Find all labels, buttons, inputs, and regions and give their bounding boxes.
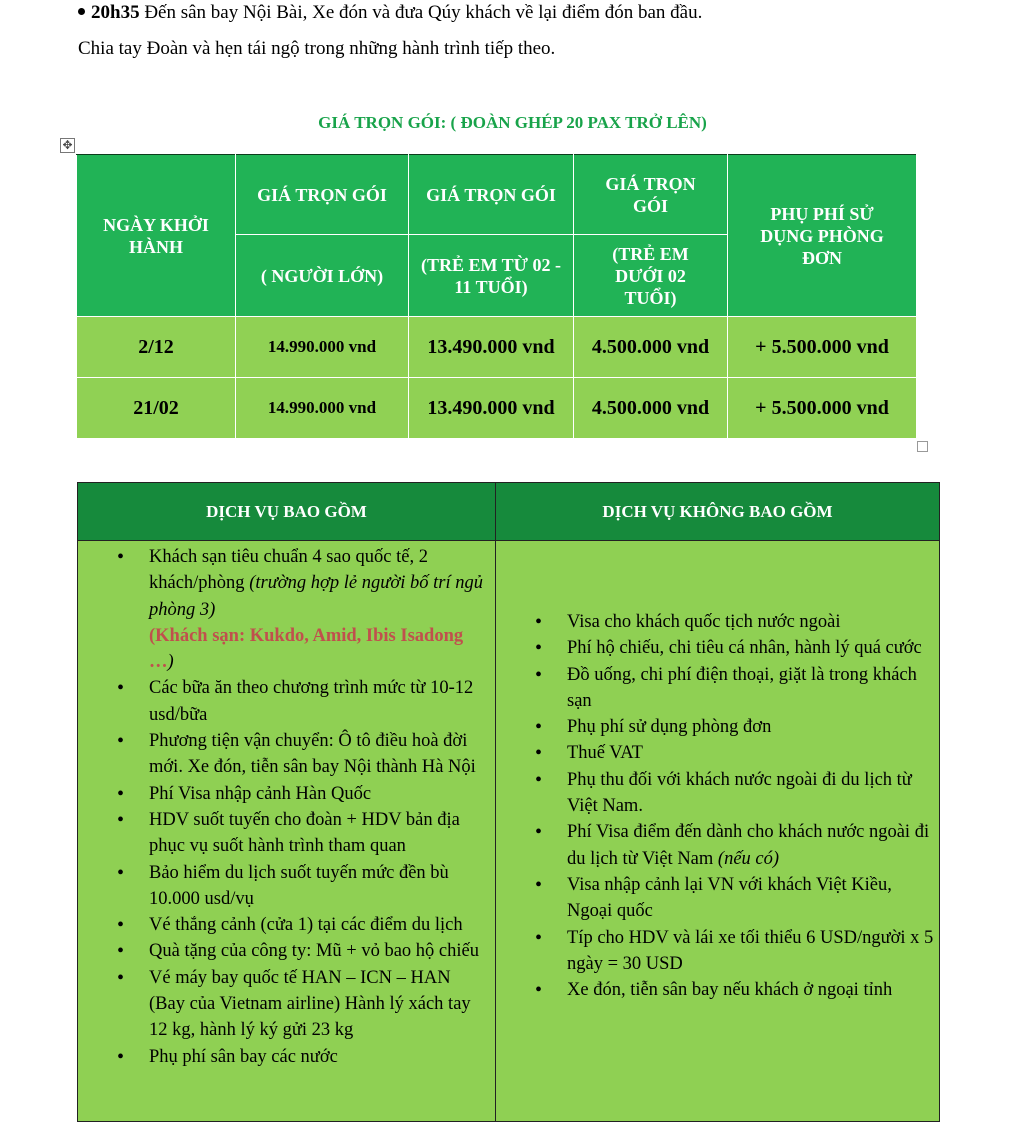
row-date: 2/12 <box>77 317 236 378</box>
farewell-line: Chia tay Đoàn và hẹn tái ngộ trong những hành trình tiếp theo. <box>78 38 556 59</box>
header-package-adult: GIÁ TRỌN GÓI <box>236 155 409 235</box>
included-services-list <box>79 542 494 1070</box>
bullet-icon <box>78 8 85 15</box>
table-row <box>77 317 917 378</box>
list-item: • Visa nhập cảnh lại VN với khách Việt Kiều, Ngoại quốc <box>497 872 934 925</box>
excluded-services-cell <box>496 541 940 1122</box>
header-departure-date: NGÀY KHỞI HÀNH <box>77 155 236 317</box>
list-item: • Vé máy bay quốc tế HAN – ICN – HAN (Bay của Vietnam airline) Hành lý xách tay 12 kg, hành lý ký gửi 23 kg <box>79 965 488 1044</box>
row-single-surcharge: + 5.500.000 vnd <box>728 378 917 439</box>
list-item: • Phí Visa điểm đến dành cho khách nước ngoài đi du lịch từ Việt Nam (nếu có) <box>497 819 934 872</box>
itinerary-text: Đến sân bay Nội Bài, Xe đón và đưa Qúy khách về lại điểm đón ban đầu. <box>139 2 703 23</box>
header-adult: ( NGƯỜI LỚN) <box>236 235 409 317</box>
price-table <box>76 154 917 439</box>
row-price-adult: 14.990.000 vnd <box>236 378 409 439</box>
list-item: • Các bữa ăn theo chương trình mức từ 10-12 usd/bữa <box>79 675 488 728</box>
list-item: • Phương tiện vận chuyển: Ô tô điều hoà đời mới. Xe đón, tiễn sân bay Nội thành Hà Nội <box>79 728 488 781</box>
visa-note: (nếu có) <box>717 848 780 869</box>
header-child: (TRẺ EM TỪ 02 - 11 TUỔI) <box>409 235 574 317</box>
list-item: • Phụ phí sử dụng phòng đơn <box>497 714 934 740</box>
table-move-handle-icon[interactable]: ✥ <box>60 138 75 153</box>
list-item: • HDV suốt tuyến cho đoàn + HDV bản địa phục vụ suốt hành trình tham quan <box>79 807 488 860</box>
price-section-title: GIÁ TRỌN GÓI: ( ĐOÀN GHÉP 20 PAX TRỞ LÊN) <box>318 113 707 132</box>
excluded-services-list <box>497 542 938 1003</box>
list-item: • Thuế VAT <box>497 740 934 766</box>
header-included-services: DỊCH VỤ BAO GỒM <box>78 483 496 541</box>
itinerary-final-line <box>78 1 1008 25</box>
list-item: • Xe đón, tiễn sân bay nếu khách ở ngoại tỉnh <box>497 977 934 1003</box>
header-infant: (TRẺ EM DƯỚI 02 TUỔI) <box>574 235 728 317</box>
list-item: • Khách sạn tiêu chuẩn 4 sao quốc tế, 2 khách/phòng (trường hợp lẻ người bố trí ngủ phòng 3) (Khách sạn: Kukdo, Amid, Ibis Isadong …) <box>79 544 488 675</box>
row-price-infant: 4.500.000 vnd <box>574 378 728 439</box>
header-package-infant: GIÁ TRỌN GÓI <box>574 155 728 235</box>
included-services-cell <box>78 541 496 1122</box>
row-date: 21/02 <box>77 378 236 439</box>
table-row <box>77 378 917 439</box>
list-item: • Đồ uống, chi phí điện thoại, giặt là trong khách sạn <box>497 662 934 715</box>
table-resize-handle[interactable] <box>917 441 928 452</box>
hotel-note: (trường hợp lẻ người bố trí ngủ phòng 3) <box>149 573 483 620</box>
row-single-surcharge: + 5.500.000 vnd <box>728 317 917 378</box>
header-package-child: GIÁ TRỌN GÓI <box>409 155 574 235</box>
list-item: • Vé thắng cảnh (cửa 1) tại các điểm du lịch <box>79 912 488 938</box>
row-price-child: 13.490.000 vnd <box>409 317 574 378</box>
list-item: • Quà tặng của công ty: Mũ + vỏ bao hộ chiếu <box>79 938 488 964</box>
header-excluded-services: DỊCH VỤ KHÔNG BAO GỒM <box>496 483 940 541</box>
services-table <box>77 482 940 1122</box>
row-price-infant: 4.500.000 vnd <box>574 317 728 378</box>
list-item: • Phí hộ chiếu, chi tiêu cá nhân, hành lý quá cước <box>497 635 934 661</box>
list-item: • Phụ phí sân bay các nước <box>79 1044 488 1070</box>
row-price-child: 13.490.000 vnd <box>409 378 574 439</box>
list-item: • Phí Visa nhập cảnh Hàn Quốc <box>79 781 488 807</box>
header-single-room-surcharge: PHỤ PHÍ SỬ DỤNG PHÒNG ĐƠN <box>728 155 917 317</box>
hotel-names: (Khách sạn: Kukdo, Amid, Ibis Isadong … <box>149 625 464 673</box>
list-item: • Típ cho HDV và lái xe tối thiểu 6 USD/người x 5 ngày = 30 USD <box>497 925 934 978</box>
list-item: • Phụ thu đối với khách nước ngoài đi du lịch từ Việt Nam. <box>497 767 934 820</box>
row-price-adult: 14.990.000 vnd <box>236 317 409 378</box>
list-item: • Visa cho khách quốc tịch nước ngoài <box>497 609 934 635</box>
itinerary-time: 20h35 <box>91 2 140 23</box>
list-item: • Bảo hiểm du lịch suốt tuyến mức đền bù 10.000 usd/vụ <box>79 860 488 913</box>
